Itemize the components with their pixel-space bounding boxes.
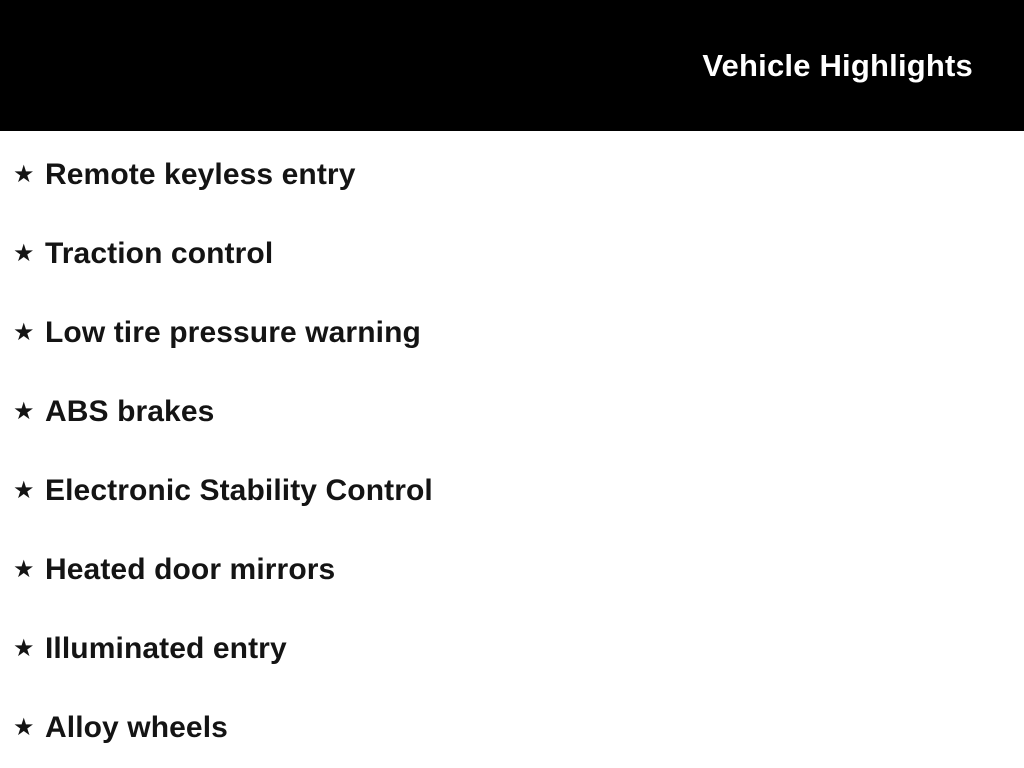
list-item-label: Low tire pressure warning xyxy=(45,316,421,349)
star-icon: ★ xyxy=(13,396,35,425)
list-item xyxy=(13,293,1024,372)
list-item-label: ABS brakes xyxy=(45,395,215,428)
list-item xyxy=(13,530,1024,609)
star-icon: ★ xyxy=(13,475,35,504)
page-title: Vehicle Highlights xyxy=(702,48,973,83)
star-icon: ★ xyxy=(13,633,35,662)
list-item-label: Heated door mirrors xyxy=(45,553,336,586)
star-icon: ★ xyxy=(13,159,35,188)
list-item xyxy=(13,214,1024,293)
header-bar xyxy=(0,0,1024,131)
list-item-label: Alloy wheels xyxy=(45,711,228,744)
list-item-label: Traction control xyxy=(45,237,274,270)
list-item xyxy=(13,372,1024,451)
list-item xyxy=(13,688,1024,767)
star-icon: ★ xyxy=(13,712,35,741)
star-icon: ★ xyxy=(13,317,35,346)
star-icon: ★ xyxy=(13,238,35,267)
list-item xyxy=(13,135,1024,214)
highlights-list xyxy=(0,131,1024,767)
star-icon: ★ xyxy=(13,554,35,583)
list-item-label: Illuminated entry xyxy=(45,632,287,665)
list-item-label: Remote keyless entry xyxy=(45,158,356,191)
list-item-label: Electronic Stability Control xyxy=(45,474,433,507)
list-item xyxy=(13,609,1024,688)
list-item xyxy=(13,451,1024,530)
